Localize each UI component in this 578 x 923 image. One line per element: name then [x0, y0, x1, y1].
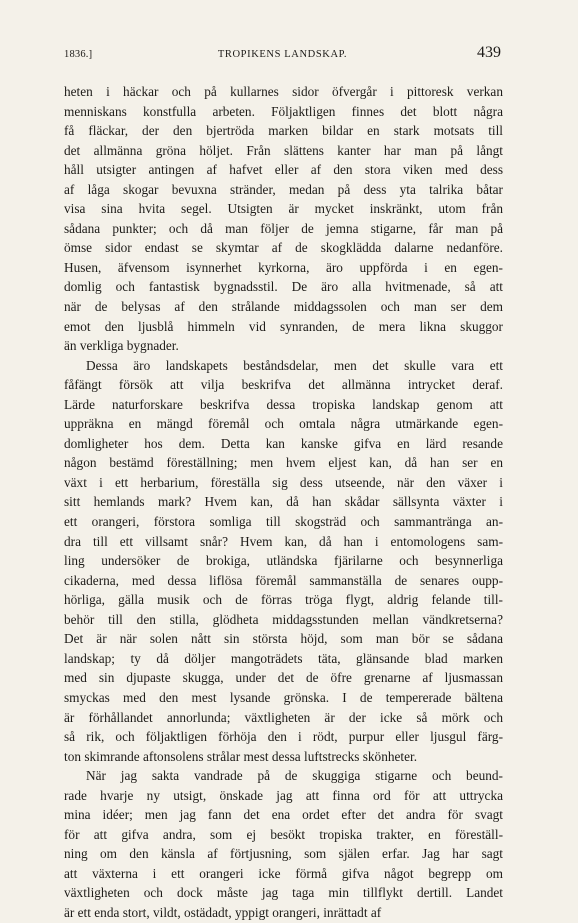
text-line: så rik, och följaktligen förhöja den i rödt, purpur eller ljusgul färg-: [64, 729, 503, 745]
text-line: ling undersöker de brokiga, utländska fjärilarne och besynnerliga: [64, 553, 503, 569]
text-line: med sin djupaste skugga, under det de öfre grenarne af ljusmassan: [64, 670, 503, 686]
text-line: rade hvarje ny utsigt, önskade jag att finna ord för att uttrycka: [64, 787, 503, 803]
text-line: ömse sidor endast se skymtar af de skogklädda dalarne nedanföre.: [64, 240, 503, 256]
text-line: sådana punkter; och då man följer de jemna stigarne, får man på: [64, 220, 503, 236]
text-line: ton skimrande aftonsolens strålar mest dessa luftstrecks skönheter.: [64, 748, 418, 764]
text-line: är ett enda stort, vildt, ostädadt, yppigt orangeri, inrättadt af: [64, 904, 382, 920]
text-line: domligheter hos dem. Detta kan kanske gifva en lärd resande: [64, 435, 503, 451]
text-line: håll utsigter antingen af hafvet eller af den stora viken med dess: [64, 162, 503, 178]
text-line: det allmänna gröna höljet. Från slättens kanter har man på långt: [64, 142, 503, 158]
text-line: få fläckar, der den bjertröda marken bildar en stark motsats till: [64, 123, 503, 139]
text-line: mina idéer; men jag fann det ena ordet efter det andra för svagt: [64, 807, 503, 823]
text-line: landskap; ty då döljer mangoträdets täta, glänsande blad marken: [64, 650, 503, 666]
text-line: domlig och fantastisk bygnadsstil. De äro alla hvitmenade, så att: [64, 279, 503, 295]
text-line: uppräkna en mängd föremål och omtala några utmärkande egen-: [64, 416, 503, 432]
text-line: emot den ljusblå himmeln vid synranden, de mera likna skuggor: [64, 318, 503, 334]
text-line: är förhållandet annorlunda; växtligheten är der icke så mörk och: [64, 709, 503, 725]
text-line: växt i ett herbarium, föreställa sig dess utseende, när den växer i: [64, 474, 503, 490]
text-line: smyckas med den mest lysande grönska. I de tempererade bältena: [64, 689, 503, 705]
text-line: att växterna i ett orangeri icke förmå gifva något begrepp om: [64, 865, 503, 881]
text-line: fåfängt försök att vilja beskrifva det allmänna intrycket deraf.: [64, 377, 503, 393]
text-line: växtligheten och dock måste jag taga min tillflykt dertill. Landet: [64, 885, 503, 901]
text-line: någon bestämd föreställning; men hvem eljest kan, då han ser en: [64, 455, 503, 471]
text-line: behör till den stilla, glödheta middagsstunden mellan vändkretserna?: [64, 611, 503, 627]
text-line: hörliga, gälla musik och de förras tröga flygt, aldrig felande till-: [64, 592, 503, 608]
text-line: visa sina hvita segel. Utsigten är mycket inskränkt, utom från: [64, 201, 503, 217]
text-line: när de belysas af den strålande middagssolen och man ser dem: [64, 299, 503, 315]
running-head-year: 1836.]: [64, 49, 93, 60]
text-line: ett orangeri, förstora somliga till skogsträd och sammantränga an-: [64, 514, 503, 530]
text-line: heten i häckar och på kullarnes sidor öfvergår i pittoresk verkan: [64, 84, 503, 99]
body-text: [64, 82, 503, 923]
text-line: När jag sakta vandrade på de skuggiga stigarne och beund-: [86, 768, 503, 784]
text-line: än verkliga bygnader.: [64, 338, 179, 354]
text-line: Husen, äfvensom isynnerhet kyrkorna, äro uppförda i en egen-: [64, 259, 503, 275]
running-head-title: TROPIKENS LANDSKAP.: [217, 49, 348, 60]
text-line: Det är när solen nått sin största höjd, som man bör se sådana: [64, 631, 503, 647]
text-line: af låga skogar bevuxna stränder, medan på dess yta talrika båtar: [64, 181, 503, 197]
text-line: dra till ett villsamt snår? Hvem kan, då han i entomologens sam-: [64, 533, 503, 549]
text-line: ning om den känsla af förtjusning, som själen erfar. Jag har sagt: [64, 846, 503, 862]
text-line: menniskans konstfulla arbeten. Följaktligen finnes det blott några: [64, 103, 503, 119]
page-number: 439: [477, 44, 501, 61]
text-line: cikaderna, med dessa liflösa föremål sammanställa de senares oupp-: [64, 572, 503, 588]
text-line: Dessa äro landskapets beståndsdelar, men det skulle vara ett: [86, 357, 503, 373]
text-line: Lärde naturforskare beskrifva dessa tropiska landskap genom att: [64, 396, 503, 412]
text-line: sitt hemlands mark? Hvem kan, då han skådar sällsynta växter i: [64, 494, 503, 510]
text-line: för att gifva andra, som ej besökt tropiska trakter, en föreställ-: [64, 826, 503, 842]
running-head: [64, 44, 501, 65]
